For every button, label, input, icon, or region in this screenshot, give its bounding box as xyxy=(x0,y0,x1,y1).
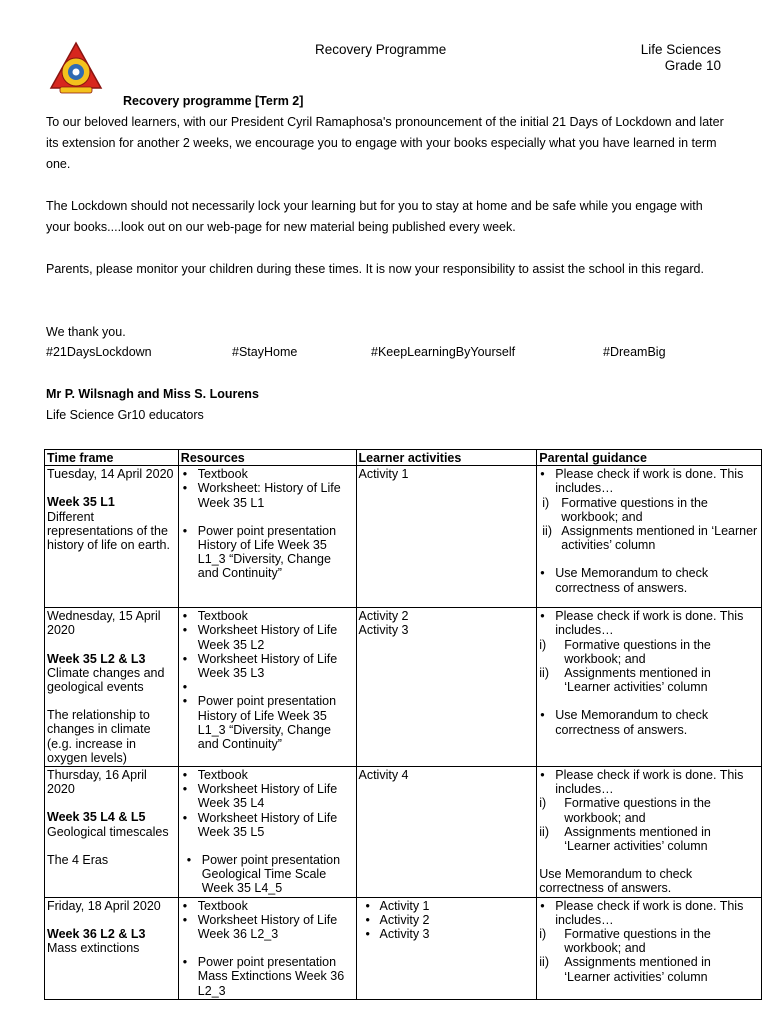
guidance-memo: • Use Memorandum to check correctness of answers. xyxy=(539,708,759,736)
header-title: Recovery Programme xyxy=(315,42,447,57)
week-label: Week 35 L1 xyxy=(47,495,115,510)
guidance-cell xyxy=(537,767,762,898)
activity-item: • Activity 1 xyxy=(380,899,535,913)
guidance-check: • Please check if work is done. This includes… xyxy=(539,768,759,796)
resource-item: • Worksheet History of Life Week 35 L5 xyxy=(198,811,354,839)
activity-item: Activity 3 xyxy=(358,623,409,638)
hashtag: #KeepLearningByYourself xyxy=(371,345,516,359)
thanks-line: We thank you. xyxy=(46,325,126,339)
column-header: Learner activities xyxy=(356,450,537,466)
activity-item: Activity 4 xyxy=(358,768,409,783)
header-subject-block xyxy=(641,42,721,74)
resource-item: • Power point presentation Geological Time Scale Week 35 L4_5 xyxy=(202,853,354,896)
table-row xyxy=(45,466,762,608)
table-row xyxy=(45,767,762,898)
grade-label: Grade 10 xyxy=(664,58,721,73)
week-label: Week 35 L2 & L3 xyxy=(47,651,146,666)
guidance-cell xyxy=(537,466,762,608)
guidance-item: ii) Assignments mentioned in ‘Learner activities’ column xyxy=(542,524,758,553)
guidance-memo: • Use Memorandum to check correctness of answers. xyxy=(539,566,759,594)
topic-text: Climate changes and geological events xyxy=(47,665,165,695)
resource-item: • Textbook xyxy=(198,768,354,782)
guidance-check: • Please check if work is done. This includes… xyxy=(539,899,759,927)
hashtags-row xyxy=(46,345,726,365)
table-row xyxy=(45,608,762,767)
educator-role: Life Science Gr10 educators xyxy=(46,408,204,422)
topic-text: Different representations of the history of life on earth. xyxy=(47,509,170,553)
table-row xyxy=(45,897,762,999)
week-label: Week 36 L2 & L3 xyxy=(47,926,146,941)
column-header: Time frame xyxy=(45,450,179,466)
hashtag: #StayHome xyxy=(232,345,298,359)
programme-title: Recovery programme [Term 2] xyxy=(123,94,304,108)
activities-cell xyxy=(356,767,537,898)
week-label: Week 35 L4 & L5 xyxy=(47,810,146,825)
resource-item: • Worksheet History of Life Week 35 L2 xyxy=(198,623,354,651)
date-text: Friday, 18 April 2020 xyxy=(47,898,161,913)
resources-cell xyxy=(178,466,356,608)
activity-item: • Activity 3 xyxy=(380,927,535,941)
topic-text: The relationship to changes in climate (e.g. increase in oxygen levels) xyxy=(47,708,151,765)
resources-cell xyxy=(178,767,356,898)
time-frame-cell xyxy=(45,767,179,898)
resource-item: • Power point presentation Mass Extinctions Week 36 L2_3 xyxy=(198,955,354,998)
activities-cell xyxy=(356,897,537,999)
topic-text: Geological timescales xyxy=(47,824,169,839)
hashtag: #DreamBig xyxy=(603,345,666,359)
activities-cell xyxy=(356,608,537,767)
guidance-item: i) Formative questions in the workbook; and xyxy=(539,637,711,666)
guidance-item: i) Formative questions in the workbook; and xyxy=(542,495,708,524)
guidance-check: • Please check if work is done. This includes… xyxy=(539,467,759,495)
time-frame-cell xyxy=(45,897,179,999)
table-header-row xyxy=(45,450,762,466)
column-header: Resources xyxy=(178,450,356,466)
activity-item: Activity 2 xyxy=(358,609,409,624)
hashtag: #21DaysLockdown xyxy=(46,345,152,359)
date-text: Tuesday, 14 April 2020 xyxy=(47,467,174,482)
school-crest-logo xyxy=(48,40,104,96)
educator-names: Mr P. Wilsnagh and Miss S. Lourens xyxy=(46,387,259,401)
resources-cell xyxy=(178,608,356,767)
guidance-item: i) Formative questions in the workbook; and xyxy=(539,796,711,825)
resource-item: • Textbook xyxy=(198,609,354,623)
schedule-table xyxy=(44,449,762,1000)
date-text: Wednesday, 15 April 2020 xyxy=(47,609,161,638)
time-frame-cell xyxy=(45,608,179,767)
guidance-item: ii) Assignments mentioned in ‘Learner activities’ column xyxy=(539,824,711,854)
topic-text: The 4 Eras xyxy=(47,852,109,867)
topic-text: Mass extinctions xyxy=(47,941,140,956)
time-frame-cell xyxy=(45,466,179,608)
parents-paragraph: Parents, please monitor your children during these times. It is now your responsibility to assist the school in this regard. xyxy=(46,262,704,276)
guidance-item: ii) Assignments mentioned in ‘Learner activities’ column xyxy=(539,666,711,695)
lockdown-paragraph: The Lockdown should not necessarily lock your learning but for you to stay at home and be safe while you engage with your books....look out on our web-page for new material being published every week. xyxy=(46,199,703,234)
resource-item: • Worksheet History of Life Week 35 L4 xyxy=(198,782,354,810)
guidance-cell xyxy=(537,897,762,999)
resource-item: • Textbook xyxy=(198,467,354,481)
subject-label: Life Sciences xyxy=(640,42,721,57)
guidance-item: i) Formative questions in the workbook; and xyxy=(539,927,711,956)
resource-item: • Power point presentation History of Life Week 35 L1_3 “Diversity, Change and Continuity” xyxy=(198,694,354,751)
resource-item xyxy=(198,680,354,694)
guidance-memo: Use Memorandum to check correctness of answers. xyxy=(539,867,693,896)
resources-cell xyxy=(178,897,356,999)
activities-cell xyxy=(356,466,537,608)
guidance-check: • Please check if work is done. This includes… xyxy=(539,609,759,637)
resource-item: • Worksheet History of Life Week 35 L3 xyxy=(198,652,354,680)
intro-paragraph: To our beloved learners, with our President Cyril Ramaphosa's pronouncement of the initial 21 Days of Lockdown and later its extension for another 2 weeks, we encourage you to engage with your books especially what you have learned in term one. xyxy=(46,115,724,171)
resource-item: • Worksheet History of Life Week 36 L2_3 xyxy=(198,913,354,941)
resource-item: • Textbook xyxy=(198,899,354,913)
activity-item: Activity 1 xyxy=(358,467,409,482)
date-text: Thursday, 16 April 2020 xyxy=(47,768,147,797)
activity-item: • Activity 2 xyxy=(380,913,535,927)
guidance-item: ii) Assignments mentioned in ‘Learner activities’ column xyxy=(539,955,711,984)
resource-item: • Power point presentation History of Life Week 35 L1_3 “Diversity, Change and Continuity” xyxy=(198,524,354,581)
resource-item: • Worksheet: History of Life Week 35 L1 xyxy=(198,481,354,509)
column-header: Parental guidance xyxy=(537,450,762,466)
guidance-cell xyxy=(537,608,762,767)
